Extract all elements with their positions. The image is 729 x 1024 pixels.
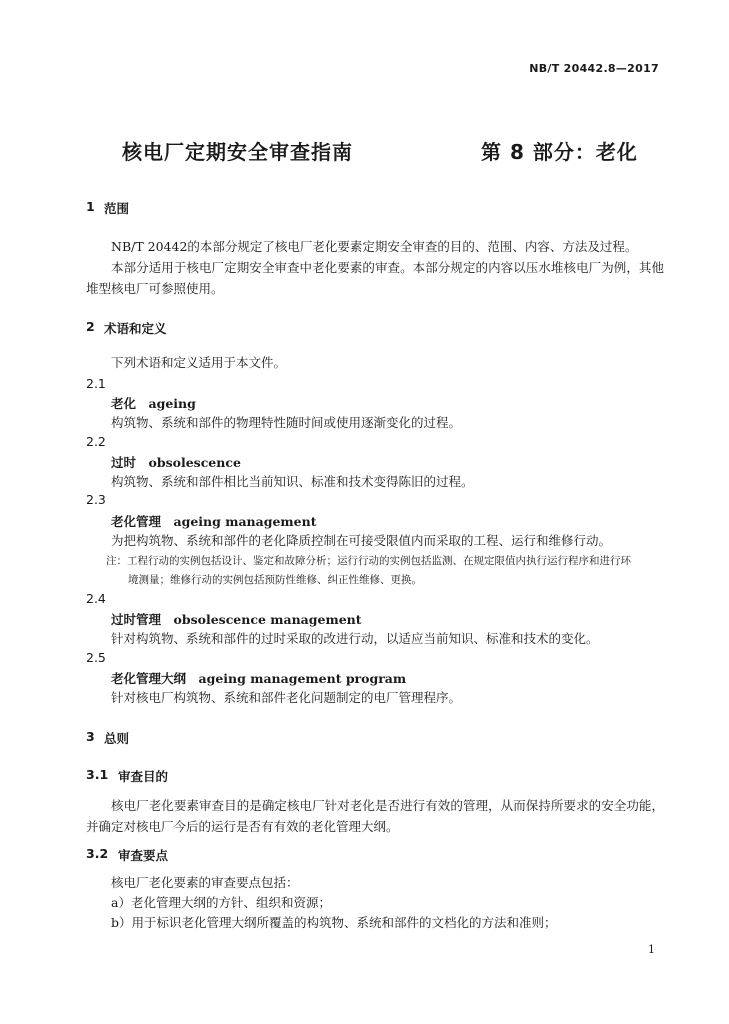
- clause-3-2-number: 3.2: [86, 846, 109, 861]
- clause-2-4-term: 过时管理 obsolescence management: [111, 612, 362, 627]
- clause-2-5-definition: 针对核电厂构筑物、系统和部件老化问题制定的电厂管理程序。: [111, 690, 462, 705]
- section-1-paragraph-1: NB/T 20442的本部分规定了核电厂老化要素定期安全审查的目的、范围、内容、方法及过程。: [111, 239, 638, 254]
- clause-2-3-number: 2.3: [86, 492, 106, 507]
- clause-2-2-definition: 构筑物、系统和部件相比当前知识、标准和技术变得陈旧的过程。: [111, 474, 474, 489]
- clause-3-1-paragraph: 核电厂老化要素审查目的是确定核电厂针对老化是否进行有效的管理，从而保持所要求的安全功能，并确定对核电厂今后的运行是否有有效的老化管理大纲。: [86, 798, 664, 834]
- clause-2-5-number: 2.5: [86, 650, 106, 665]
- clause-3-2-heading: 审查要点: [118, 848, 169, 863]
- clause-3-1-heading: 审查目的: [118, 769, 169, 784]
- section-1-heading: 范围: [104, 201, 130, 216]
- clause-2-1-definition: 构筑物、系统和部件的物理特性随时间或使用逐渐变化的过程。: [111, 415, 462, 430]
- document-title: 核电厂定期安全审查指南: [122, 140, 353, 164]
- section-3-number: 3: [86, 729, 95, 744]
- clause-2-3-definition: 为把构筑物、系统和部件的老化降质控制在可接受限值内而采取的工程、运行和维修行动。: [111, 533, 612, 548]
- section-2-heading: 术语和定义: [104, 321, 167, 336]
- section-2-intro: 下列术语和定义适用于本文件。: [111, 355, 287, 370]
- clause-2-4-number: 2.4: [86, 591, 106, 606]
- clause-2-2-number: 2.2: [86, 434, 106, 449]
- standard-number: NB/T 20442.8—2017: [529, 62, 659, 75]
- clause-2-3-term: 老化管理 ageing management: [111, 514, 317, 529]
- clause-3-1-number: 3.1: [86, 767, 109, 782]
- clause-2-3-note-line-1: 注：工程行动的实例包括设计、鉴定和故障分析；运行行动的实例包括监测、在规定限值内执行运行程序和进行环: [106, 555, 631, 567]
- clause-3-2-intro: 核电厂老化要素的审查要点包括：: [111, 875, 299, 890]
- clause-2-4-definition: 针对构筑物、系统和部件的过时采取的改进行动，以适应当前知识、标准和技术的变化。: [111, 631, 599, 646]
- clause-2-3-note-line-2: 境测量；维修行动的实例包括预防性维修、纠正性维修、更换。: [128, 574, 422, 586]
- section-2-number: 2: [86, 319, 95, 334]
- section-1-paragraph-2: 本部分适用于核电厂定期安全审查中老化要素的审查。本部分规定的内容以压水堆核电厂为例，其他堆型核电厂可参照使用。: [86, 260, 664, 296]
- section-1-number: 1: [86, 199, 95, 214]
- clause-3-2-item-b: b）用于标识老化管理大纲所覆盖的构筑物、系统和部件的文档化的方法和准则；: [111, 915, 557, 930]
- clause-2-1-number: 2.1: [86, 376, 106, 391]
- clause-2-5-term: 老化管理大纲 ageing management program: [111, 671, 407, 686]
- section-3-heading: 总则: [104, 731, 130, 746]
- clause-2-1-term: 老化 ageing: [111, 396, 196, 411]
- page-number: 1: [648, 943, 655, 956]
- clause-2-2-term: 过时 obsolescence: [111, 455, 241, 470]
- clause-3-2-item-a: a）老化管理大纲的方针、组织和资源；: [111, 895, 331, 910]
- document-part-title: 第 8 部分：老化: [481, 140, 638, 164]
